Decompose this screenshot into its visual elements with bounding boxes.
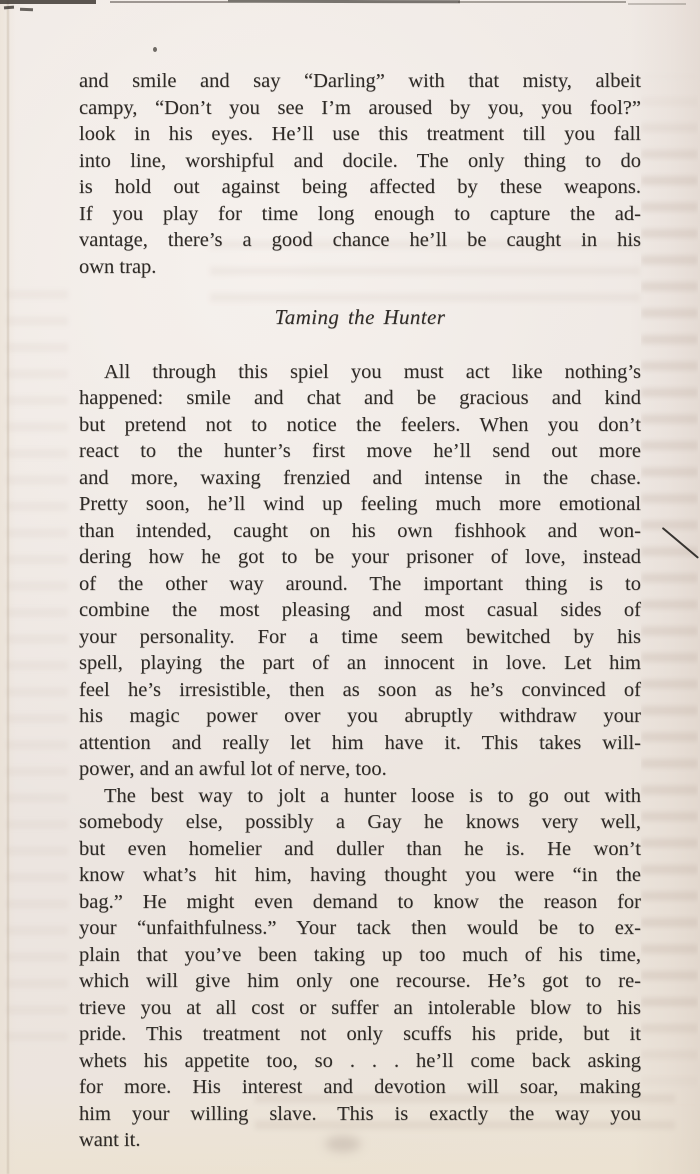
text-line: bag.” He might even demand to know the reason for <box>79 890 641 913</box>
scan-artifact-corner-mark <box>4 6 14 10</box>
section-heading: Taming the Hunter <box>274 305 446 329</box>
text-line: into line, worshipful and docile. The only thing to do <box>79 149 641 172</box>
page-text-column <box>79 68 641 1154</box>
text-line: somebody else, possibly a Gay he knows very well, <box>79 811 641 833</box>
text-line: react to the hunter’s first move he’ll send out more <box>79 440 641 462</box>
scan-artifact-top-edge <box>458 1 626 3</box>
text-line: spell, playing the part of an innocent in love. Let him <box>79 652 641 674</box>
text-line: combine the most pleasing and most casual sides of <box>79 599 641 621</box>
text-line: The best way to jolt a hunter loose is to go out with <box>104 784 641 807</box>
text-line: If you play for time long enough to capture the ad- <box>79 202 641 225</box>
text-line: dering how he got to be your prisoner of love, instead <box>79 546 641 568</box>
text-line: know what’s hit him, having thought you were “in the <box>79 864 641 886</box>
text-line: All through this spiel you must act like nothing’s <box>104 360 641 383</box>
text-line: plain that you’ve been taking up too much of his time, <box>79 943 641 966</box>
text-line: happened: smile and chat and be gracious and kind <box>79 387 641 409</box>
text-line: Pretty soon, he’ll wind up feeling much more emotional <box>79 493 641 515</box>
text-line: than intended, caught on his own fishhook and won- <box>79 519 641 542</box>
scan-artifact-corner-mark <box>20 8 33 11</box>
scan-artifact-top-edge <box>228 0 460 3</box>
paragraph <box>79 68 641 280</box>
text-line: pride. This treatment not only scuffs his pride, but it <box>79 1023 641 1045</box>
text-line: and smile and say “Darling” with that misty, albeit <box>79 70 641 92</box>
margin-pen-mark <box>662 527 699 559</box>
text-line: but even homelier and duller than he is. He won’t <box>79 837 641 860</box>
bleed-through-ghost <box>6 290 68 1050</box>
scan-artifact-top-edge <box>110 1 228 3</box>
text-line: for more. His interest and devotion will soar, making <box>79 1076 641 1098</box>
text-line: of the other way around. The important thing is to <box>79 572 641 595</box>
text-line: is hold out against being affected by these weapons. <box>79 176 641 198</box>
text-line: want it. <box>79 1129 141 1151</box>
bleed-through-ghost <box>641 70 698 1110</box>
text-line: own trap. <box>79 255 157 278</box>
text-line: attention and really let him have it. This takes will- <box>79 731 641 754</box>
stray-ink-dot <box>153 47 157 52</box>
page-gutter-line <box>7 0 9 1174</box>
paragraph <box>79 359 641 783</box>
text-line: which will give him only one recourse. He’s got to re- <box>79 970 641 992</box>
paragraph <box>79 783 641 1154</box>
text-line: his magic power over you abruptly withdraw your <box>79 705 641 727</box>
text-line: vantage, there’s a good chance he’ll be caught in his <box>79 229 641 251</box>
text-line: feel he’s irresistible, then as soon as he’s convinced of <box>79 678 641 701</box>
text-line: power, and an awful lot of nerve, too. <box>79 758 387 780</box>
text-line: and more, waxing frenzied and intense in the chase. <box>79 466 641 489</box>
text-line: your personality. For a time seem bewitched by his <box>79 625 641 648</box>
scan-artifact-top-edge <box>628 3 686 5</box>
text-line: him your willing slave. This is exactly the way you <box>79 1102 641 1125</box>
scan-artifact-top-edge <box>0 0 96 4</box>
text-line: campy, “Don’t you see I’m aroused by you, you fool?” <box>79 96 641 119</box>
text-line: look in his eyes. He’ll use this treatment till you fall <box>79 123 641 145</box>
text-line: trieve you at all cost or suffer an intolerable blow to his <box>79 996 641 1019</box>
text-line: your “unfaithfulness.” Your tack then would be to ex- <box>79 917 641 939</box>
text-line: but pretend not to notice the feelers. When you don’t <box>79 413 641 436</box>
text-line: whets his appetite too, so . . . he’ll come back asking <box>79 1049 641 1072</box>
